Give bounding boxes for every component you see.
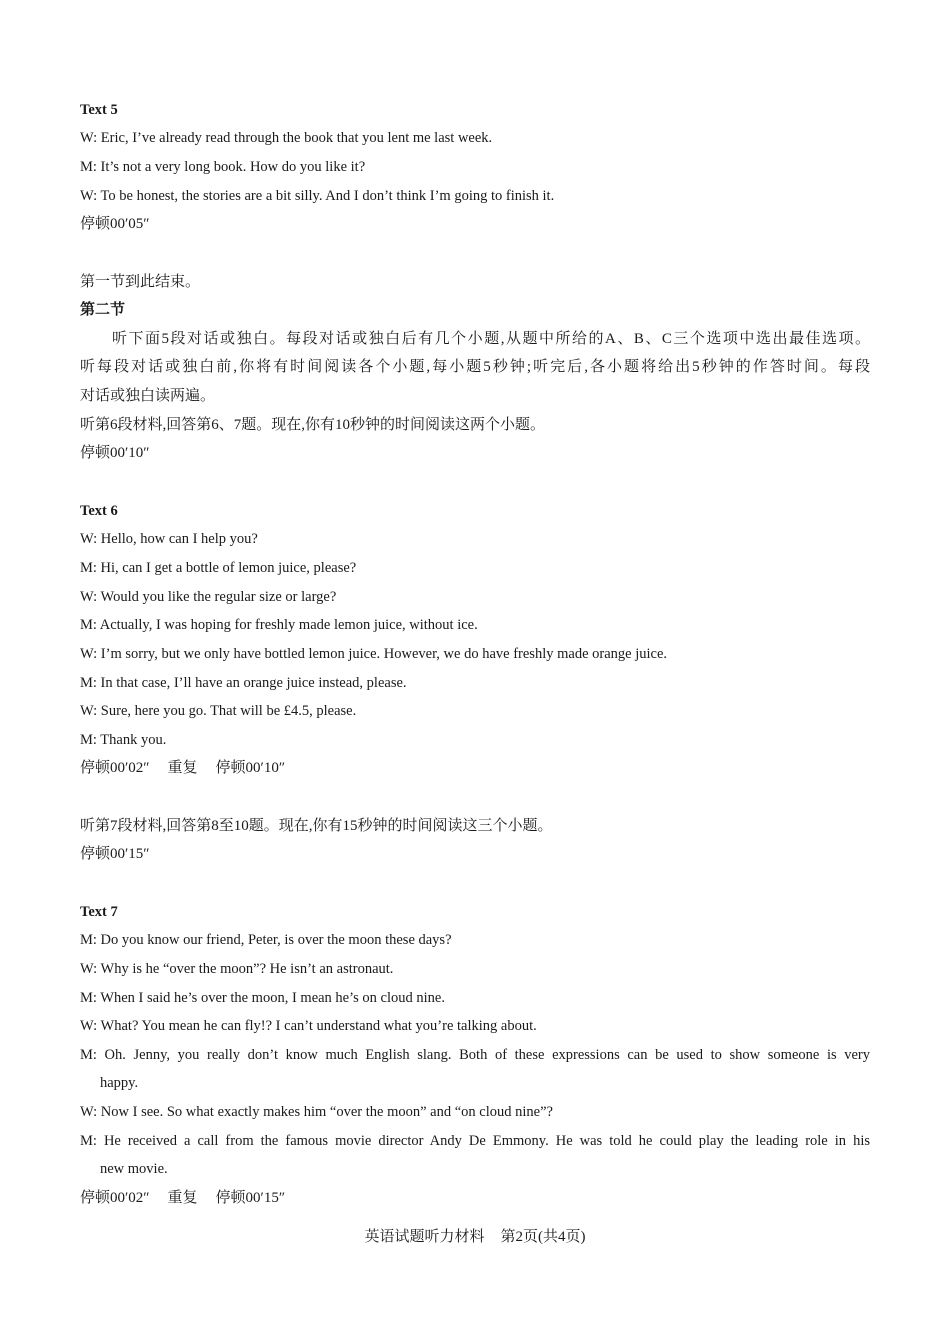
instructions-line: 对话或独白读两遍。 (80, 388, 216, 405)
pause-repeat-row (80, 754, 870, 783)
page-number: 第2页(共4页) (500, 1229, 586, 1245)
dialogue-line: W: Sure, here you go. That will be £4.5, please. (80, 703, 357, 720)
page-footer (0, 1223, 950, 1251)
dialogue-continuation: new movie. (100, 1161, 168, 1178)
section1-end-note: 第一节到此结束。 (80, 273, 201, 290)
pause-repeat-row (80, 1184, 870, 1213)
dialogue-line: M: Actually, I was hoping for freshly made lemon juice, without ice. (80, 617, 478, 634)
dialogue-line: W: Eric, I’ve already read through the book that you lent me last week. (80, 130, 493, 147)
dialogue-line: W: Why is he “over the moon”? He isn’t an astronaut. (80, 960, 394, 977)
section2-heading: 第二节 (80, 302, 126, 319)
dialogue-line: W: Now I see. So what exactly makes him “over the moon” and “on cloud nine”? (80, 1104, 553, 1121)
dialogue-line: M: Oh. Jenny, you really don’t know much English slang. Both of these expressions can be used to show someone is very (80, 1046, 870, 1063)
text6-intro: 听第6段材料,回答第6、7题。现在,你有10秒钟的时间阅读这两个小题。 (80, 416, 546, 433)
dialogue-line: M: Thank you. (80, 731, 167, 748)
dialogue-line: W: What? You mean he can fly!? I can’t understand what you’re talking about. (80, 1018, 537, 1035)
text7-intro: 听第7段材料,回答第8至10题。现在,你有15秒钟的时间阅读这三个小题。 (80, 817, 553, 834)
pause-note: 停顿00′15″ (215, 1190, 286, 1207)
blank-line (80, 239, 870, 268)
dialogue-line: M: When I said he’s over the moon, I mean he’s on cloud nine. (80, 989, 445, 1006)
dialogue-line: M: Do you know our friend, Peter, is over the moon these days? (80, 932, 452, 949)
dialogue-continuation: happy. (100, 1075, 139, 1092)
dialogue-line: W: To be honest, the stories are a bit silly. And I don’t think I’m going to finish it. (80, 187, 555, 204)
blank-line (80, 783, 870, 812)
pause-note: 停顿00′10″ (80, 445, 150, 462)
text6-heading: Text 6 (80, 502, 118, 519)
blank-line (80, 869, 870, 898)
document-body (80, 96, 870, 1213)
repeat-note: 重复 (167, 1190, 198, 1207)
repeat-note: 重复 (167, 760, 198, 777)
dialogue-line: M: It’s not a very long book. How do you like it? (80, 158, 366, 175)
pause-note: 停顿00′05″ (80, 216, 150, 233)
pause-note: 停顿00′02″ (80, 1190, 150, 1207)
dialogue-line: M: He received a call from the famous movie director Andy De Emmony. He was told he could play the leading role in his (80, 1132, 870, 1149)
text5-heading: Text 5 (80, 101, 118, 118)
footer-title: 英语试题听力材料 (364, 1229, 485, 1245)
text7-heading: Text 7 (80, 903, 118, 920)
dialogue-line: M: Hi, can I get a bottle of lemon juice, please? (80, 559, 357, 576)
dialogue-line: M: In that case, I’ll have an orange juice instead, please. (80, 674, 407, 691)
instructions-line: 听每段对话或独白前,你将有时间阅读各个小题,每小题5秒钟;听完后,各小题将给出5秒钟的作答时间。每段 (80, 359, 870, 376)
dialogue-line: W: Would you like the regular size or large? (80, 588, 337, 605)
pause-note: 停顿00′10″ (215, 760, 286, 777)
dialogue-line: W: Hello, how can I help you? (80, 531, 258, 548)
pause-note: 停顿00′15″ (80, 846, 150, 863)
instructions-line: 听下面5段对话或独白。每段对话或独白后有几个小题,从题中所给的A、B、C三个选项中选出最佳选项。 (112, 330, 870, 347)
dialogue-line: W: I’m sorry, but we only have bottled lemon juice. However, we do have freshly made orange juice. (80, 645, 668, 662)
pause-note: 停顿00′02″ (80, 760, 150, 777)
blank-line (80, 468, 870, 497)
